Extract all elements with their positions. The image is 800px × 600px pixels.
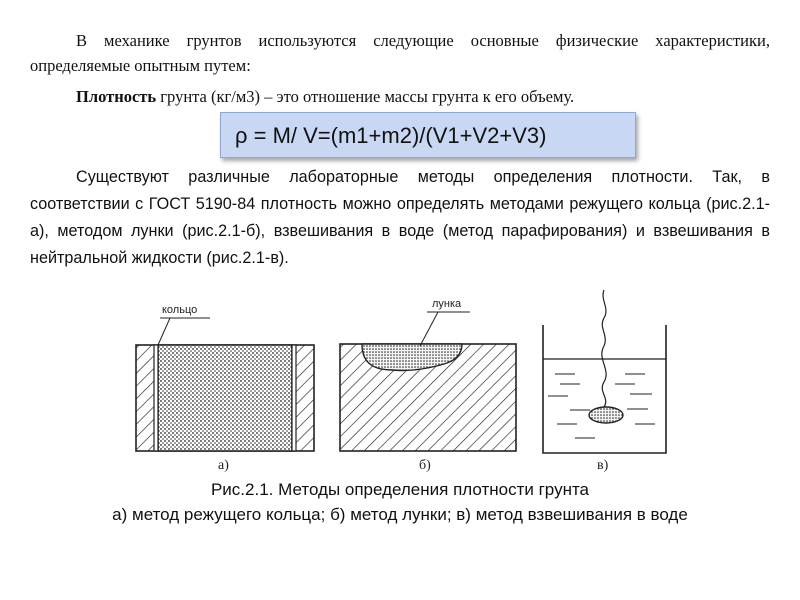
diagram-b-hole [340, 298, 516, 473]
hole-label: лунка [432, 298, 462, 310]
intro-paragraph: В механике грунтов используются следующие основные физические характеристики, определяемые опытным путем: [30, 31, 770, 75]
diagram-c-water-weighing [543, 290, 666, 473]
soil-sample-in-ring [158, 345, 292, 451]
letter-a: а) [218, 458, 229, 473]
density-term: Плотность [76, 87, 157, 106]
suspension-thread [602, 290, 606, 407]
hole-leader-line [420, 312, 438, 346]
letter-c: в) [597, 458, 609, 473]
letter-b: б) [419, 458, 431, 473]
density-formula-box [220, 112, 636, 158]
density-definition-text: грунта (кг/м3) – это отношение массы грунта к его объему. [156, 87, 575, 106]
ring-label: кольцо [162, 304, 198, 316]
density-formula: ρ = M/ V=(m1+m2)/(V1+V2+V3) [235, 123, 547, 148]
soil-sample-c [589, 407, 623, 423]
water-lines [548, 374, 655, 438]
figure-caption-detail: а) метод режущего кольца; б) метод лунки; в) метод взвешивания в воде [112, 505, 688, 524]
diagram-a-cutting-ring [136, 304, 314, 473]
ring-leader-line [158, 318, 170, 345]
methods-paragraph: Существуют различные лабораторные методы определения плотности. Так, в соответствии с ГОСТ 5190-84 плотность можно определять методами режущего кольца (рис.2.1-а), методом лунки (рис.2.1-б), взвешивания в воде (метод парафирования) и взвешивания в нейтральной жидкости (рис.2.1-в). [30, 168, 770, 267]
density-definition [76, 84, 574, 109]
figure-density-methods [0, 280, 800, 475]
ring-wall-left [154, 345, 158, 451]
figure-caption-title: Рис.2.1. Методы определения плотности грунта [210, 480, 590, 499]
ring-wall-right [292, 345, 296, 451]
